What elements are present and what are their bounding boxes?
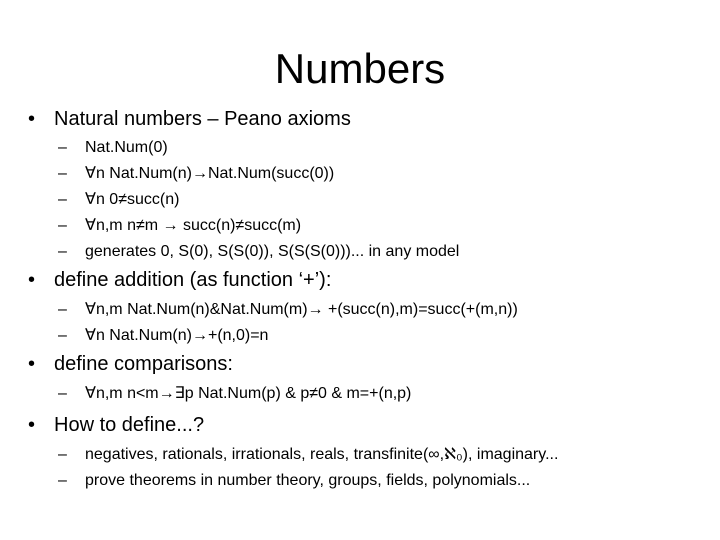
- dash-icon: –: [58, 243, 67, 260]
- bullet-icon: •: [28, 414, 36, 436]
- sub-item-text: prove theorems in number theory, groups, fields, polynomials...: [85, 472, 531, 489]
- sub-item-text: ∀n,m Nat.Num(n)&Nat.Num(m)→ +(succ(n),m)=succ(+(m,n)): [85, 301, 518, 318]
- dash-icon: –: [58, 217, 67, 234]
- dash-icon: –: [58, 327, 67, 344]
- bullet-text: define addition (as function ‘+’):: [54, 269, 332, 291]
- bullet-icon: •: [28, 353, 36, 375]
- bullet-text: How to define...?: [54, 414, 205, 436]
- sub-item-text: ∀n 0≠succ(n): [85, 191, 180, 208]
- dash-icon: –: [58, 472, 67, 489]
- bullet-text: define comparisons:: [54, 353, 233, 375]
- sub-item-text: generates 0, S(0), S(S(0)), S(S(S(0)))... in any model: [85, 243, 460, 260]
- bullet-text: Natural numbers – Peano axioms: [54, 108, 351, 130]
- sub-item-text: Nat.Num(0): [85, 139, 168, 156]
- sub-item-text: ∀n Nat.Num(n)→+(n,0)=n: [85, 327, 269, 344]
- sub-item-text: ∀n,m n≠m → succ(n)≠succ(m): [85, 217, 302, 234]
- sub-item-text: ∀n Nat.Num(n)→Nat.Num(succ(0)): [85, 165, 335, 182]
- dash-icon: –: [58, 165, 67, 182]
- dash-icon: –: [58, 301, 67, 318]
- dash-icon: –: [58, 191, 67, 208]
- sub-item-text: negatives, rationals, irrationals, reals, transfinite(∞,ℵ₀), imaginary...: [85, 446, 559, 463]
- dash-icon: –: [58, 446, 67, 463]
- slide-title: Numbers: [274, 45, 446, 92]
- dash-icon: –: [58, 385, 67, 402]
- dash-icon: –: [58, 139, 67, 156]
- bullet-icon: •: [28, 269, 36, 291]
- bullet-icon: •: [28, 108, 36, 130]
- sub-item-text: ∀n,m n<m→∃p Nat.Num(p) & p≠0 & m=+(n,p): [85, 385, 412, 402]
